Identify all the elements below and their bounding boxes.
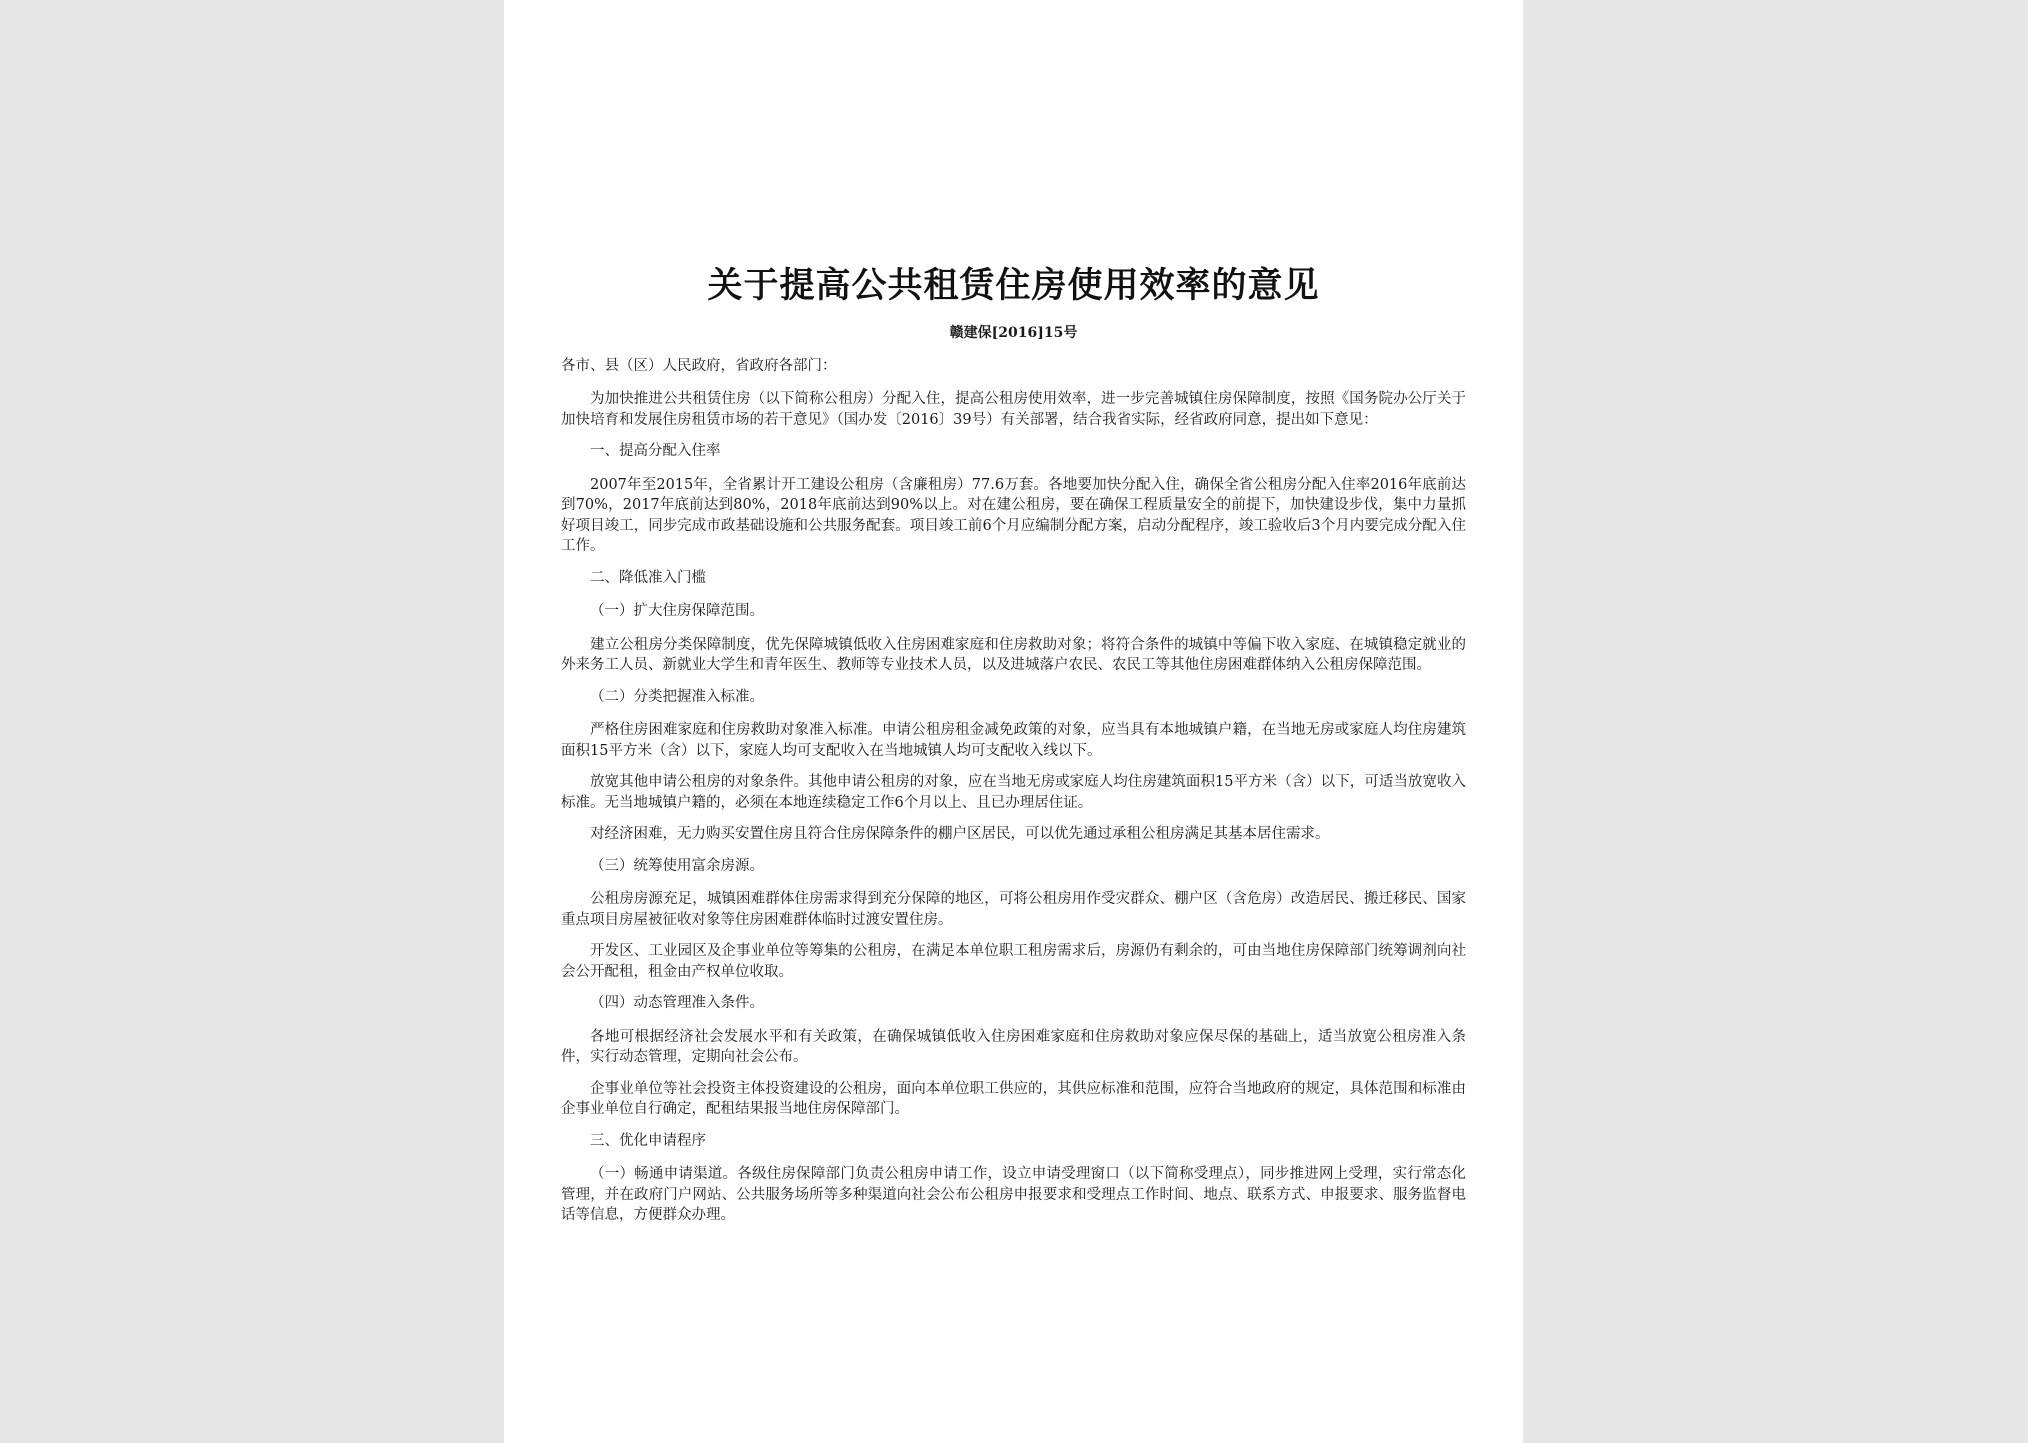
section-heading-1: 一、提高分配入住率 [590,443,721,459]
section-heading-2: 二、降低准入门槛 [590,569,706,586]
body-paragraph: 各地可根据经济社会发展水平和有关政策，在确保城镇低收入住房困难家庭和住房救助对象应保尽保的基础上，适当放宽公租房准入条件，实行动态管理，定期向社会公布。 [561,1028,1466,1065]
subsection-heading: （一）扩大住房保障范围。 [590,603,764,619]
body-paragraph: （一）畅通申请渠道。各级住房保障部门负责公租房申请工作，设立申请受理窗口（以下简称受理点），同步推进网上受理，实行常态化管理，并在政府门户网站、公共服务场所等多种渠道向社会公布公租房申报要求和受理点工作时间、地点、联系方式、申报要求、服务监督电话等信息，方便群众办理。 [561,1166,1466,1223]
body-paragraph: 对经济困难，无力购买安置住房且符合住房保障条件的棚户区居民，可以优先通过承租公租房满足其基本居住需求。 [590,826,1330,842]
body-paragraph: 开发区、工业园区及企事业单位等筹集的公租房，在满足本单位职工租房需求后，房源仍有剩余的，可由当地住房保障部门统筹调剂向社会公开配租，租金由产权单位收取。 [561,943,1466,980]
body-paragraph: 公租房房源充足，城镇困难群体住房需求得到充分保障的地区，可将公租房用作受灾群众、棚户区（含危房）改造居民、搬迁移民、国家重点项目房屋被征收对象等住房困难群体临时过渡安置住房。 [561,891,1466,928]
body-paragraph: 2007年至2015年，全省累计开工建设公租房（含廉租房）77.6万套。各地要加快分配入住，确保全省公租房分配入住率2016年底前达到70%，2017年底前达到80%，2018年底前达到90%以上。对在建公租房，要在确保工程质量安全的前提下，加快建设步伐，集中力量抓好项目竣工，同步完成市政基础设施和公共服务配套。项目竣工前6个月应编制分配方案，启动分配程序，竣工验收后3个月内要完成分配入住工作。 [561,476,1466,554]
section-heading-3: 三、优化申请程序 [590,1132,706,1149]
document-title: 关于提高公共租赁住房使用效率的意见 [707,266,1320,306]
subsection-heading: （四）动态管理准入条件。 [590,995,764,1011]
salutation: 各市、县（区）人民政府，省政府各部门： [561,358,837,374]
document-number: 赣建保[2016]15号 [949,325,1078,341]
body-paragraph: 放宽其他申请公租房的对象条件。其他申请公租房的对象，应在当地无房或家庭人均住房建筑面积15平方米（含）以下，可适当放宽收入标准。无当地城镇户籍的，必须在本地连续稳定工作6个月以上、且已办理居住证。 [561,774,1466,811]
body-paragraph: 建立公租房分类保障制度，优先保障城镇低收入住房困难家庭和住房救助对象；将符合条件的城镇中等偏下收入家庭、在城镇稳定就业的外来务工人员、新就业大学生和青年医生、教师等专业技术人员，以及进城落户农民、农民工等其他住房困难群体纳入公租房保障范围。 [561,636,1466,673]
subsection-heading: （三）统筹使用富余房源。 [590,857,764,874]
body-paragraph: 严格住房困难家庭和住房救助对象准入标准。申请公租房租金减免政策的对象，应当具有本地城镇户籍，在当地无房或家庭人均住房建筑面积15平方米（含）以下，家庭人均可支配收入在当地城镇人均可支配收入线以下。 [561,722,1466,759]
subsection-heading: （二）分类把握准入标准。 [590,688,764,705]
intro-paragraph: 为加快推进公共租赁住房（以下简称公租房）分配入住，提高公租房使用效率，进一步完善城镇住房保障制度，按照《国务院办公厅关于加快培育和发展住房租赁市场的若干意见》（国办发〔2016〕39号）有关部署，结合我省实际，经省政府同意，提出如下意见： [561,391,1466,428]
body-paragraph: 企事业单位等社会投资主体投资建设的公租房，面向本单位职工供应的，其供应标准和范围，应符合当地政府的规定，具体范围和标准由企事业单位自行确定，配租结果报当地住房保障部门。 [561,1080,1466,1117]
document-page [504,0,1523,1443]
